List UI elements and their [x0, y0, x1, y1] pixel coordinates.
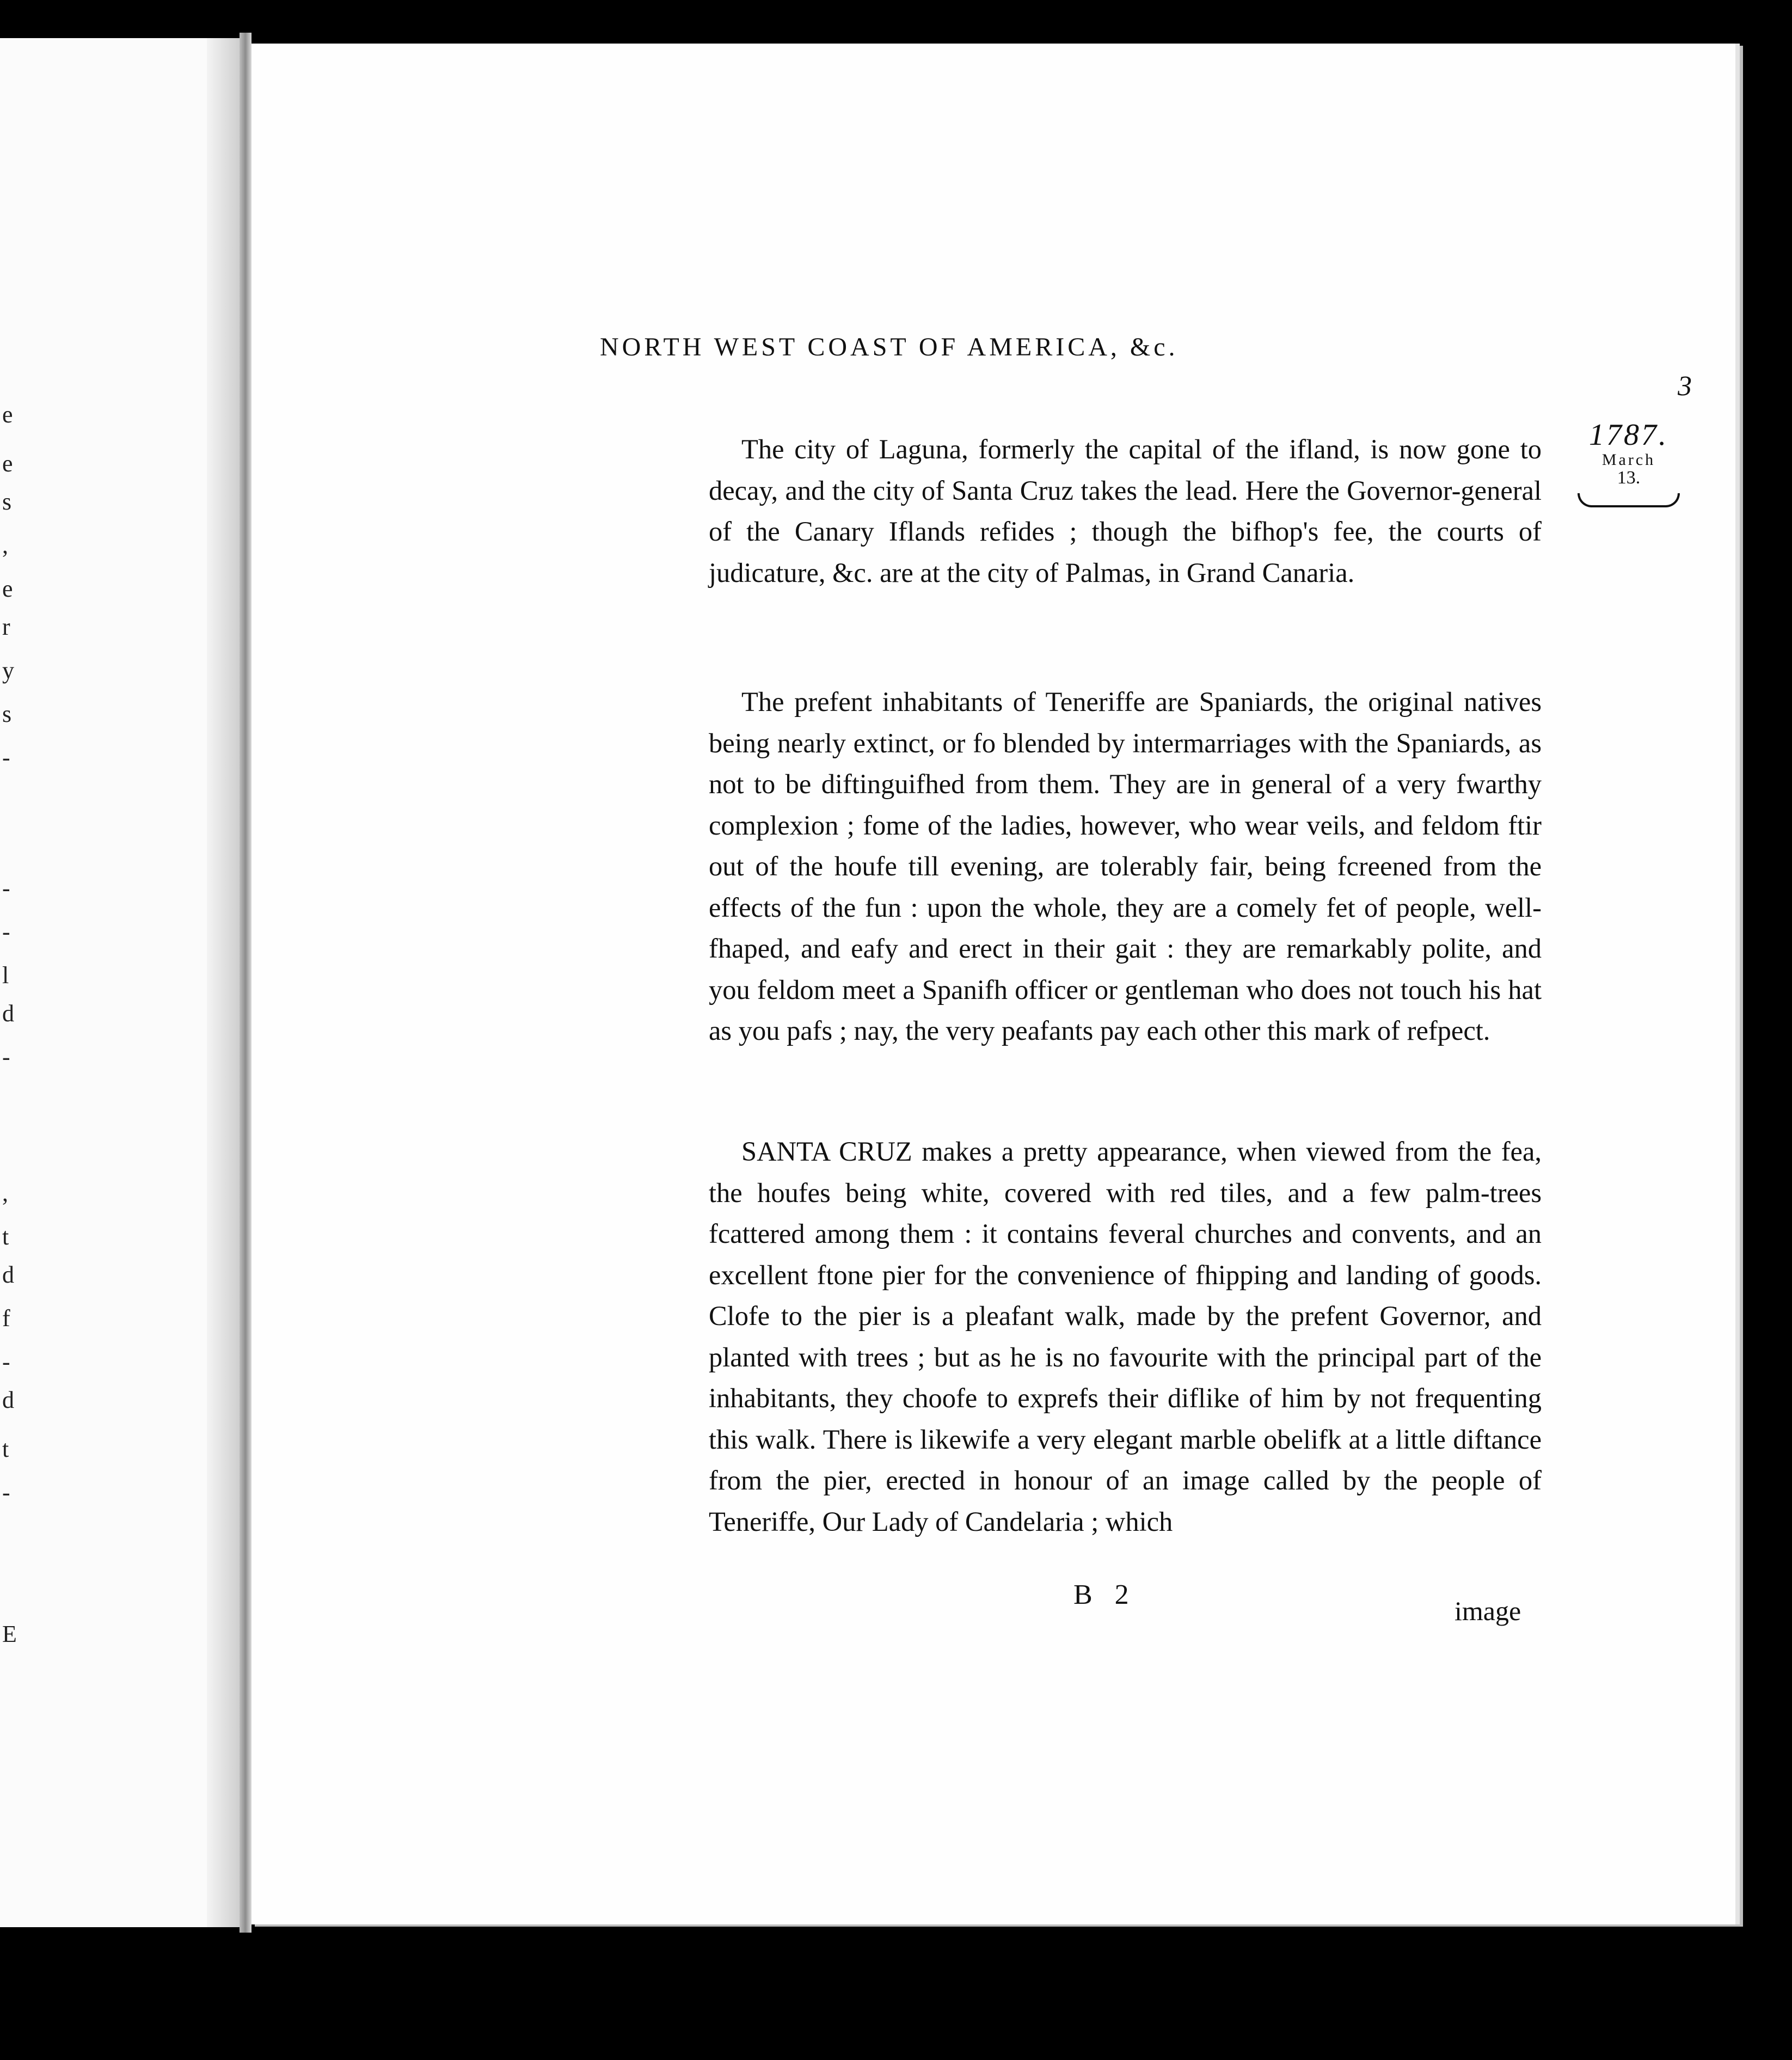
paragraph-laguna: The city of Laguna, formerly the capital of the ifland, is now gone to decay, and the city of Santa Cruz takes the lead. Here the Governor-general of the Canary Iflands refides ; though the bifhop's fee, the courts of judicature, &c. are at the city of Palmas, in Grand Canaria. — [709, 434, 1542, 588]
edge-mark: r — [2, 614, 10, 640]
margin-date-note — [1569, 419, 1689, 507]
paragraph-santa-cruz: SANTA CRUZ makes a pretty appearance, when viewed from the fea, the houfes being white, covered with red tiles, and a few palm-trees fcattered among them : it contains feveral churches and convents, and an excellent ftone pier for the convenience of fhipping and landing of goods. Clofe to the pier is a pleafant walk, made by the prefent Governor, and planted with trees ; but as he is no favourite with the principal part of the inhabitants, they choofe to exprefs their diflike of him by not frequenting this walk. There is likewife a very elegant marble obelifk at a little diftance from the pier, erected in honour of an image called by the people of Teneriffe, Our Lady of Candelaria ; which — [709, 1136, 1542, 1537]
paragraph-inhabitants: The prefent inhabitants of Teneriffe are Spaniards, the original natives being nearly extinct, or fo blended by intermarriages with the Spaniards, as not to be diftinguifhed from them. They are in general of a very fwarthy complexion ; fome of the ladies, however, who wear veils, and feldom ftir out of the houfe till evening, are tolerably fair, being fcreened from the effects of the fun : upon the whole, they are a comely fet of people, well-fhaped, and eafy and erect in their gait : they are remarkably polite, and you feldom meet a Spanifh officer or gentleman who does not touch his hat as you pafs ; nay, the very peafants pay each other this mark of refpect. — [709, 686, 1542, 1046]
edge-mark: E — [2, 1621, 17, 1647]
edge-mark: d — [2, 1261, 14, 1288]
margin-day: 13. — [1617, 468, 1641, 488]
edge-mark: - — [2, 1479, 10, 1506]
edge-mark: s — [2, 488, 12, 515]
edge-mark: t — [2, 1436, 9, 1462]
left-page-cropped-text — [0, 38, 33, 1927]
edge-mark: d — [2, 1387, 14, 1413]
catchword: image — [1455, 1596, 1521, 1626]
margin-year: 1787. — [1589, 418, 1668, 452]
edge-mark: - — [2, 918, 10, 945]
edge-mark: t — [2, 1223, 9, 1250]
book-gutter — [240, 33, 251, 1933]
edge-mark: , — [2, 532, 8, 559]
right-page — [251, 44, 1740, 1924]
edge-mark: d — [2, 1000, 14, 1027]
page-number: 3 — [1678, 371, 1692, 402]
edge-mark: - — [2, 1044, 10, 1070]
edge-mark: y — [2, 657, 14, 684]
left-page-shadow — [207, 38, 240, 1927]
edge-mark: - — [2, 1348, 10, 1375]
edge-mark: s — [2, 701, 12, 727]
edge-mark: l — [2, 962, 9, 989]
edge-mark: , — [2, 1180, 8, 1206]
edge-mark: e — [2, 450, 13, 477]
edge-mark: e — [2, 575, 13, 602]
edge-mark: - — [2, 744, 10, 771]
signature-mark: B 2 — [1073, 1579, 1137, 1610]
edge-mark: - — [2, 875, 10, 902]
edge-mark: f — [2, 1305, 10, 1332]
margin-month: March — [1601, 450, 1656, 469]
running-head: NORTH WEST COAST OF AMERICA, &c. — [600, 333, 1179, 361]
edge-mark: e — [2, 401, 13, 428]
left-page-edge — [0, 38, 240, 1927]
brace-icon — [1578, 493, 1680, 507]
